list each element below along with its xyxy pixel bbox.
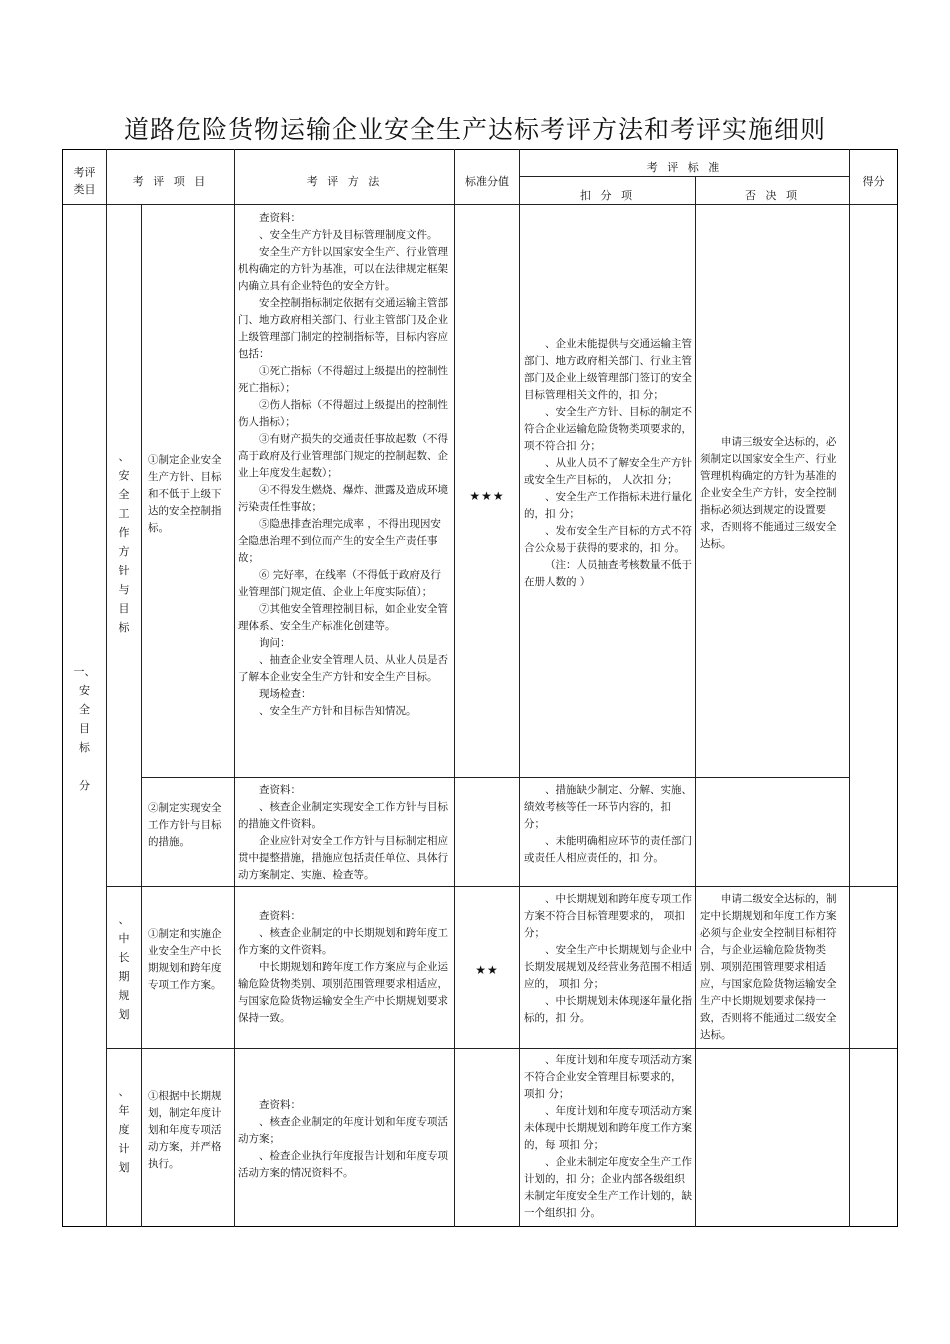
method-line: ④不得发生燃烧、爆炸、泄露及造成环境污染责任性事故； [238,484,448,513]
item-row-1: ①制定企业安全生产方针、目标和不低于上级下达的安全控制指标。 [148,454,222,534]
veto-row-3 [700,891,846,1047]
deduct-line: 、安全生产中长期规划与企业中长期发展规划及经营业务范围不相适应的， 项扣 分； [524,944,692,990]
method-line: 安全生产方针以国家安全生产、行业管理机构确定的方针为基准，可以在法律规定框架内确立具有企业特色的安全方针。 [238,246,448,292]
method-line: 、检查企业执行年度报告计划和年度专项活动方案的情况资料不。 [238,1150,448,1179]
method-line: ⑥ 完好率，在线率（不得低于政府及行业管理部门规定值、企业上年度实际值）； [238,569,441,598]
page-title: 道路危险货物运输企业安全生产达标考评方法和考评实施细则 [123,115,826,144]
deduct-row-1 [524,336,692,591]
score-row-1: ★★★ [469,489,505,503]
item-row-3: ①制定和实施企业安全生产中长期规划和跨年度专项工作方案。 [148,928,222,991]
method-line: ⑦其他安全管理控制目标，如企业安全管理体系、安全生产标准化创建等。 [238,603,448,632]
header-score: 标准分值 [465,175,509,188]
deduct-line: 、中长期规划未体现逐年量化指标的，扣 分。 [524,995,692,1024]
method-row-4 [238,1097,450,1182]
method-line: 、抽查企业安全管理人员、从业人员是否了解本企业安全生产方针和安全生产目标。 [238,654,448,683]
method-line: 询问： [259,637,291,649]
deduct-line: （注：人员抽查考核数量不低于在册人数的 ） [524,559,692,588]
sub-annual-plan: 、 年 度 计 划 [118,1085,130,1174]
deduct-row-4 [524,1052,692,1226]
deduct-line: 、年度计划和年度专项活动方案未体现中长期规划和跨年度工作方案的，每 项扣 分； [524,1105,692,1151]
method-line: 查资料： [259,212,301,224]
method-row-2 [238,782,450,885]
header-method: 考 评 方 法 [306,175,383,188]
method-line: 查资料： [259,910,301,922]
deduct-line: 、发布安全生产目标的方式不符合公众易于获得的要求的，扣 分。 [524,525,692,554]
method-line: 、核查企业制定的年度计划和年度专项活动方案； [238,1116,448,1145]
deduct-line: 、企业未制定年度安全生产工作计划的，扣 分；企业内部各级组织未制定年度安全生产工作计划的，缺一个组织扣 分。 [524,1156,692,1219]
method-line: 、核查企业制定实现安全工作方针与目标的措施文件资料。 [238,801,448,830]
method-line: 、安全生产方针和目标告知情况。 [259,705,417,717]
veto-text: 申请二级安全达标的，制定中长期规划和年度工作方案必须与企业安全控制目标相符合，与企业运输危险货物类别、项别范围管理要求相适应，与国家危险货物运输安全生产中长期规划要求保持一致，否则将不能通过二级安全达标。 [700,893,837,1041]
deduct-line: 、从业人员不了解安全生产方针或安全生产目标的， 人次扣 分； [524,457,692,486]
header-deduct: 扣 分 项 [580,189,635,202]
deduct-row-3 [524,891,692,1047]
sub-long-term-plan: 、 中 长 期 规 划 [118,913,130,1021]
deduct-line: 、未能明确相应环节的责任部门或责任人相应责任的，扣 分。 [524,835,692,864]
veto-text: 申请三级安全达标的，必须制定以国家安全生产、行业管理机构确定的方针为基准的企业安全生产方针，安全控制指标必须达到规定的设置要求，否则将不能通过三级安全达标。 [700,436,837,550]
deduct-line: 、安全生产工作指标未进行量化的，扣 分； [524,491,692,520]
deduct-line: 、安全生产方针、目标的制定不符合企业运输危险货物类项要求的， 项不符合扣 分； [524,406,692,452]
header-category: 考评 类目 [73,166,96,196]
veto-row-1 [700,434,846,553]
item-row-4: ①根据中长期规划，制定年度计划和年度专项活动方案，并严格执行。 [148,1090,222,1170]
category-safety-goals: 一、 安 全 目 标 分 [73,665,96,792]
header-standard: 考 评 标 准 [646,161,723,174]
method-line: 安全控制指标制定依据有交通运输主管部门、地方政府相关部门、行业主管部门及企业上级管理部门制定的控制指标等，目标内容应包括： [238,297,448,360]
deduct-line: 、年度计划和年度专项活动方案不符合企业安全管理目标要求的， 项扣 分； [524,1054,692,1100]
header-got: 得分 [862,175,885,188]
deduct-line: 、企业未能提供与交通运输主管部门、地方政府相关部门、行业主管部门及企业上级管理部门签订的安全目标管理相关文件的，扣 分； [524,338,692,401]
method-line: ⑤隐患排查治理完成率 ，不得出现因安全隐患治理不到位而产生的安全生产责任事故； [238,518,441,564]
method-line: 、安全生产方针及目标管理制度文件。 [259,229,438,241]
method-line: 企业应针对安全工作方针与目标制定相应贯中提整措施，措施应包括责任单位、具体行动方案制定、实施、检查等。 [238,835,448,881]
method-line: ③有财产损失的交通责任事故起数（不得高于政府及行业管理部门规定的控制起数、企业上年度发生起数）； [238,433,448,479]
method-row-1 [238,210,450,776]
method-line: ①死亡指标（不得超过上级提出的控制性死亡指标）； [238,365,448,394]
method-line: 查资料： [259,784,301,796]
item-row-2: ②制定实现安全工作方针与目标的措施。 [148,802,222,848]
deduct-line: 、中长期规划和跨年度专项工作方案不符合目标管理要求的， 项扣 分； [524,893,692,939]
method-line: 现场检查： [259,688,312,700]
method-line: 查资料： [259,1099,301,1111]
method-line: 中长期规划和跨年度工作方案应与企业运输危险货物类别、项别范围管理要求相适应，与国家危险货物运输安全生产中长期规划要求保持一致。 [238,961,448,1024]
method-row-3 [238,908,450,1027]
method-line: ②伤人指标（不得超过上级提出的控制性伤人指标）； [238,399,448,428]
sub-policy-goals: 、 安 全 工 作 方 针 与 目 标 [118,450,130,634]
deduct-row-2 [524,782,692,885]
deduct-line: 、措施缺少制定、分解、实施、绩效考核等任一环节内容的，扣 分； [524,784,692,830]
header-veto: 否 决 项 [745,189,800,202]
header-item: 考 评 项 目 [132,175,209,188]
method-line: 、核查企业制定的中长期规划和跨年度工作方案的文件资料。 [238,927,448,956]
score-row-3: ★★ [475,963,499,977]
